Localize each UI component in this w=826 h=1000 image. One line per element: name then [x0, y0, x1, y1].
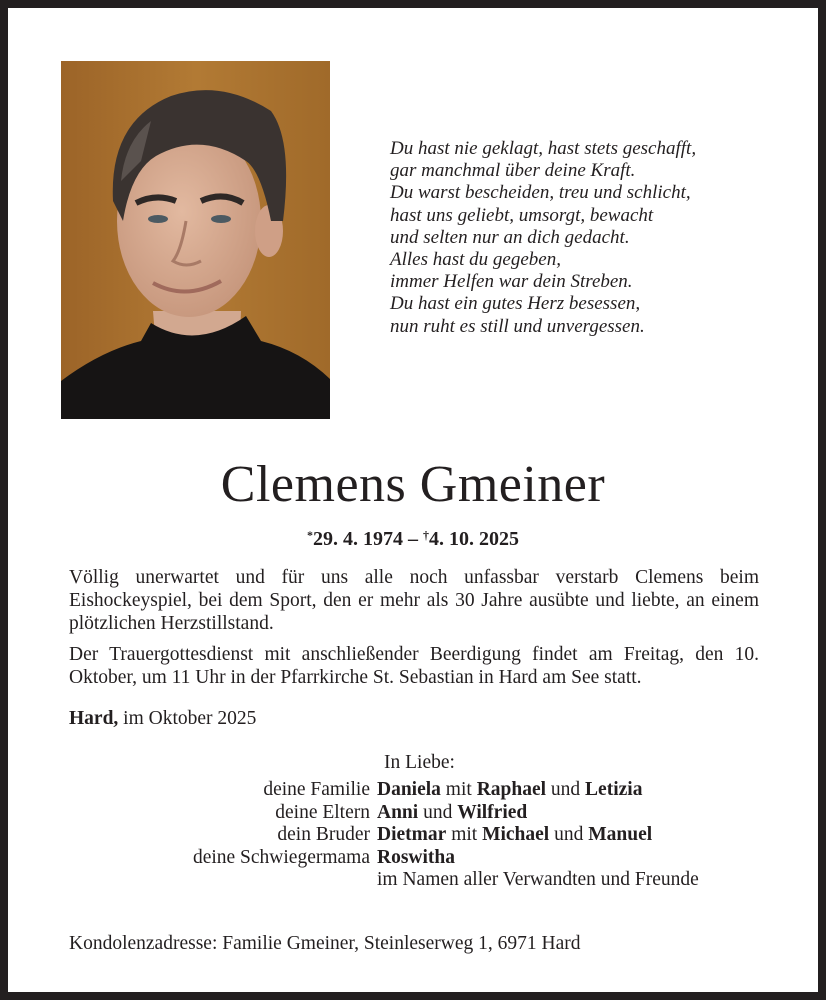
connector-text: im Namen aller Verwandten und Freunde: [377, 869, 699, 890]
poem-line: Du hast nie geklagt, hast stets geschafft,: [390, 138, 697, 159]
connector-text: mit: [446, 824, 483, 845]
mourner-row: [69, 869, 789, 892]
mourner-name: Manuel: [588, 824, 653, 845]
mourner-name: Michael: [482, 824, 550, 845]
mourner-names: [377, 779, 642, 802]
mourner-relation: dein Bruder: [277, 824, 370, 845]
mourner-name: Anni: [377, 801, 419, 823]
poem-line: nun ruht es still und unvergessen.: [390, 315, 645, 337]
date-separator: –: [403, 528, 423, 550]
connector-text: mit: [440, 779, 477, 800]
mourner-name: Raphael: [476, 779, 547, 800]
place-date: [69, 707, 256, 730]
connector-text: und: [546, 779, 586, 800]
death-symbol: †: [423, 528, 429, 542]
mourner-relation: [69, 869, 377, 892]
poem-line: Alles hast du gegeben,: [390, 249, 561, 271]
connector-text: und: [549, 824, 589, 845]
mourners-list: [69, 779, 789, 892]
birth-symbol: *: [307, 528, 313, 542]
mourner-row: [69, 847, 789, 870]
mourner-row: [69, 779, 789, 802]
poem-line: immer Helfen war dein Streben.: [390, 271, 633, 293]
mourner-row: [69, 802, 789, 825]
mourner-names: [377, 802, 527, 825]
poem-line: Du warst bescheiden, treu und schlicht,: [390, 182, 691, 204]
condolence-address: Kondolenzadresse: Familie Gmeiner, Steinleserweg 1, 6971 Hard: [69, 933, 581, 954]
place-date-text: im Oktober 2025: [118, 708, 257, 729]
poem-line: gar manchmal über deine Kraft.: [390, 160, 636, 182]
birth-date: 29. 4. 1974: [313, 528, 403, 550]
mourner-relation: deine Familie: [263, 779, 370, 800]
mourner-name: Letizia: [585, 779, 643, 800]
funeral-paragraph: Der Trauergottesdienst mit anschließender Beerdigung findet am Freitag, den 10. Oktober, um 11 Uhr in der Pfarrkirche St. Sebastian in Hard am See statt.: [69, 644, 759, 688]
memorial-poem: [390, 138, 770, 338]
poem-line: Du hast ein gutes Herz besessen,: [390, 293, 641, 315]
poem-line: hast uns geliebt, umsorgt, bewacht: [390, 204, 654, 226]
mourner-relation: deine Eltern: [275, 801, 370, 823]
announcement-paragraph: Völlig unerwartet und für uns alle noch unfassbar verstarb Clemens beim Eishockeyspiel, bei dem Sport, den er mehr als 30 Jahre ausübte und liebte, an einem plötzlichen Herzstillstand.: [69, 567, 759, 634]
mourner-name: Roswitha: [377, 846, 456, 868]
mourner-name: Wilfried: [457, 801, 528, 823]
mourner-name: Daniela: [377, 779, 441, 800]
in-love-intro: In Liebe:: [384, 752, 455, 773]
connector-text: und: [418, 801, 458, 823]
death-date: 4. 10. 2025: [429, 528, 519, 550]
deceased-name: Clemens Gmeiner: [220, 456, 606, 513]
mourner-names: [377, 824, 652, 847]
portrait-photo: [61, 61, 330, 419]
place-name: Hard,: [69, 708, 119, 729]
mourner-name: Dietmar: [377, 824, 447, 845]
mourner-relation: deine Schwiegermama: [192, 846, 370, 868]
mourner-names: [377, 869, 699, 892]
poem-line: und selten nur an dich gedacht.: [390, 226, 630, 248]
mourner-row: [69, 824, 789, 847]
mourner-names: [377, 847, 455, 870]
life-dates: [0, 522, 826, 552]
